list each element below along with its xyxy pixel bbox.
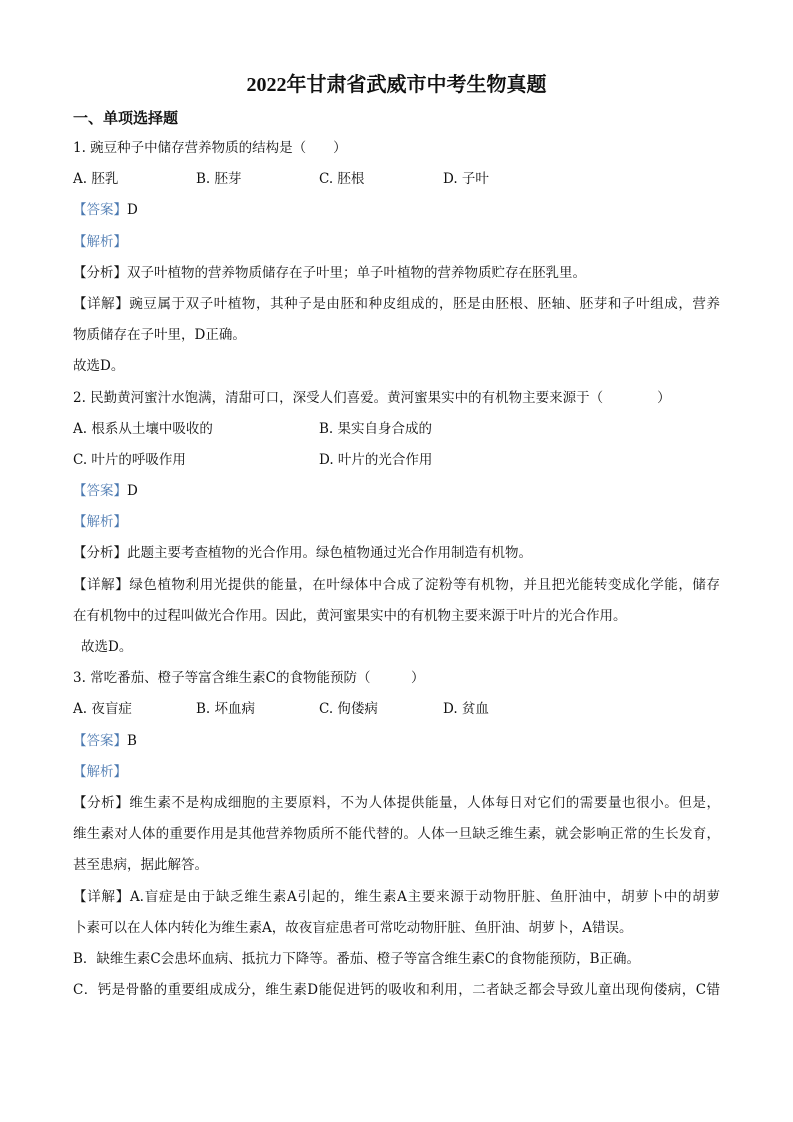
analysis-line bbox=[73, 258, 720, 289]
fenxi-label: 【分析】 bbox=[73, 545, 127, 562]
answer-line bbox=[73, 726, 720, 757]
xiangjie-label: 【详解】 bbox=[73, 888, 130, 905]
detail-text: 在有机物中的过程叫做光合作用。因此，黄河蜜果实中的有机物主要来源于叶片的光合作用。 bbox=[73, 607, 627, 624]
question-2-options-row-2 bbox=[73, 445, 720, 476]
option-d: D. 叶片的光合作用 bbox=[319, 451, 433, 468]
answer-value: B bbox=[127, 732, 137, 749]
detail-text: 物质储存在子叶里，D正确。 bbox=[73, 327, 246, 344]
option-c: C. 叶片的呼吸作用 bbox=[73, 451, 186, 468]
detail-line bbox=[73, 570, 720, 601]
option-c: C. 胚根 bbox=[319, 171, 365, 188]
xiangjie-label: 【详解】 bbox=[73, 576, 130, 593]
fenxi-label: 【分析】 bbox=[73, 264, 127, 281]
option-b: B. 坏血病 bbox=[196, 701, 256, 718]
answer-label: 【答案】 bbox=[73, 732, 127, 749]
question-2-stem: 2. 民勤黄河蜜汁水饱满，清甜可口，深受人们喜爱。黄河蜜果实中的有机物主要来源于（ ） bbox=[73, 389, 671, 406]
detail-line bbox=[73, 882, 720, 913]
detail-line bbox=[73, 289, 720, 320]
analysis-text: 甚至患病，据此解答。 bbox=[73, 857, 208, 874]
jiexi-label: 【解析】 bbox=[73, 233, 127, 250]
question-3-stem: 3. 常吃番茄、橙子等富含维生素C的食物能预防（ ） bbox=[73, 670, 425, 687]
option-c: C. 佝偻病 bbox=[319, 701, 378, 718]
option-a: A. 胚乳 bbox=[73, 171, 119, 188]
option-b: B. 胚芽 bbox=[196, 171, 242, 188]
page-title: 2022年甘肃省武威市中考生物真题 bbox=[246, 74, 547, 96]
answer-line bbox=[73, 476, 720, 507]
analysis-text: 维生素对人体的重要作用是其他营养物质所不能代替的。人体一旦缺乏维生素，就会影响正常的生长发育， bbox=[73, 826, 720, 843]
detail-text: 豌豆属于双子叶植物，其种子是由胚和种皮组成的，胚是由胚根、胚轴、胚芽和子叶组成，营养 bbox=[129, 295, 720, 312]
analysis-line bbox=[73, 538, 720, 569]
analysis-text: 此题主要考查植物的光合作用。绿色植物通过光合作用制造有机物。 bbox=[127, 545, 532, 562]
option-d: D. 贫血 bbox=[443, 701, 489, 718]
option-b: B. 果实自身合成的 bbox=[319, 420, 433, 437]
jiexi-label: 【解析】 bbox=[73, 514, 127, 531]
answer-label: 【答案】 bbox=[73, 483, 127, 500]
question-2-options-row-1 bbox=[73, 414, 720, 445]
question-3-options bbox=[73, 694, 720, 725]
fenxi-label: 【分析】 bbox=[73, 794, 130, 811]
answer-label: 【答案】 bbox=[73, 202, 127, 219]
detail-text: A.盲症是由于缺乏维生素A引起的，维生素A主要来源于动物肝脏、鱼肝油中，胡萝卜中的胡萝 bbox=[129, 888, 720, 905]
option-d: D. 子叶 bbox=[443, 171, 489, 188]
section-heading: 一、单项选择题 bbox=[73, 109, 179, 127]
jiexi-label: 【解析】 bbox=[73, 763, 127, 780]
question-1-stem: 1. 豌豆种子中储存营养物质的结构是（ ） bbox=[73, 140, 347, 156]
answer-value: D bbox=[127, 483, 138, 500]
question-1-options bbox=[73, 164, 720, 195]
conclusion: 故选D。 bbox=[73, 358, 125, 375]
conclusion: 故选D。 bbox=[81, 639, 133, 655]
analysis-text: 维生素不是构成细胞的主要原料，不为人体提供能量，人体每日对它们的需要量也很小。但是， bbox=[129, 794, 720, 811]
detail-text: C．钙是骨骼的重要组成成分，维生素D能促进钙的吸收和利用，二者缺乏都会导致儿童出现佝偻病，C错 bbox=[73, 982, 720, 999]
answer-value: D bbox=[127, 202, 138, 219]
answer-line bbox=[73, 195, 720, 226]
document-body bbox=[73, 133, 720, 1006]
xiangjie-label: 【详解】 bbox=[73, 295, 130, 312]
detail-text: 卜素可以在人体内转化为维生素A，故夜盲症患者可常吃动物肝脏、鱼肝油、胡萝卜，A错误。 bbox=[73, 919, 633, 936]
detail-text: B．缺维生素C会患坏血病、抵抗力下降等。番茄、橙子等富含维生素C的食物能预防，B正确。 bbox=[73, 950, 640, 967]
analysis-text: 双子叶植物的营养物质储存在子叶里；单子叶植物的营养物质贮存在胚乳里。 bbox=[127, 264, 586, 281]
analysis-line bbox=[73, 788, 720, 819]
detail-text: 绿色植物利用光提供的能量，在叶绿体中合成了淀粉等有机物，并且把光能转变成化学能，储存 bbox=[129, 576, 720, 593]
option-a: A. 根系从土壤中吸收的 bbox=[73, 420, 213, 437]
option-a: A. 夜盲症 bbox=[73, 701, 132, 718]
